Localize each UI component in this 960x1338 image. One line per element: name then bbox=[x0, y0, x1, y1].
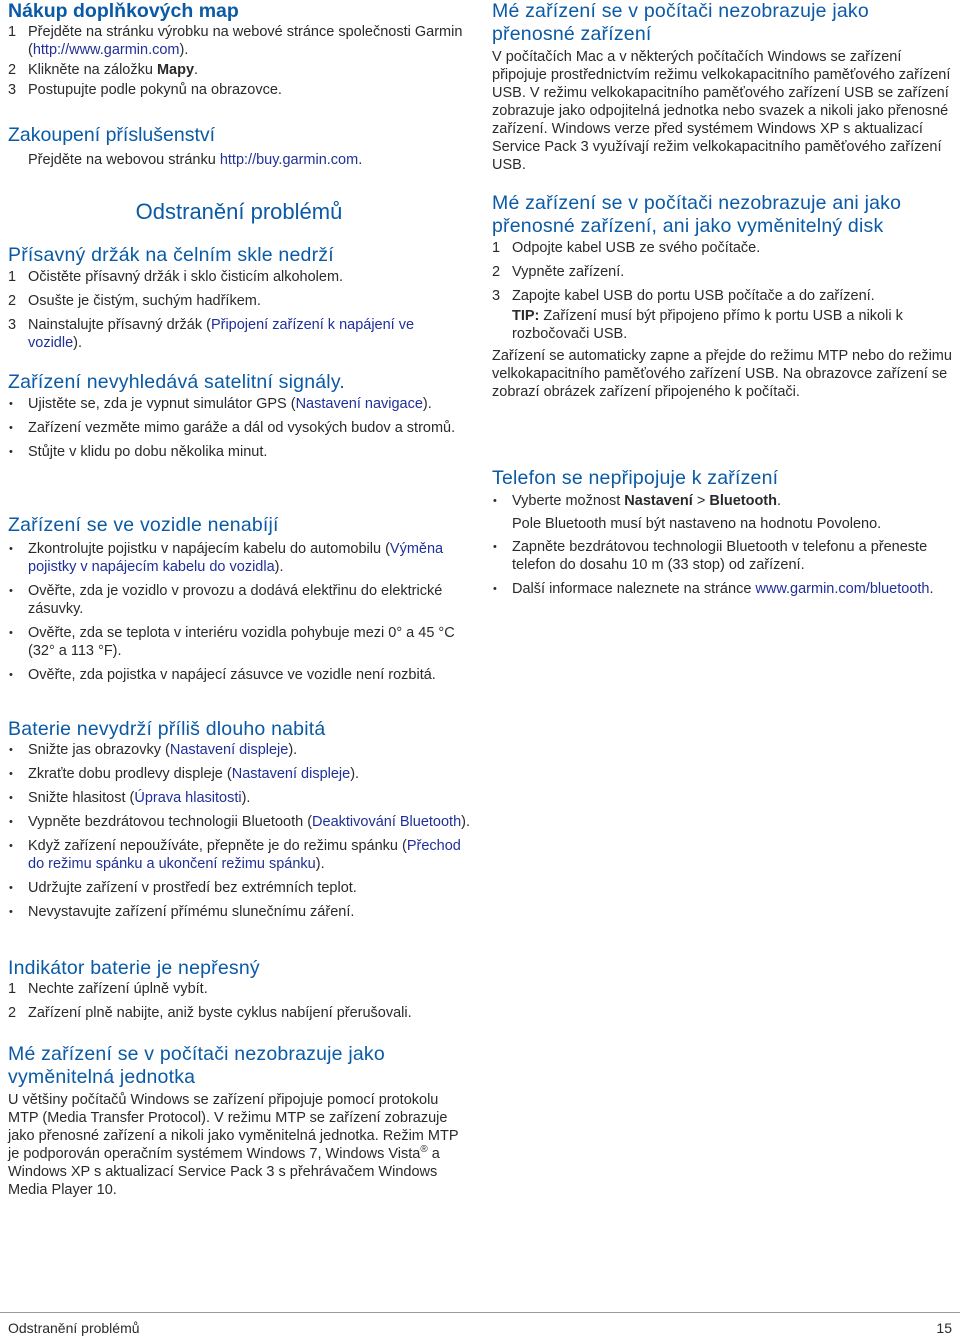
bullet-icon: • bbox=[9, 585, 13, 597]
bullet-icon: • bbox=[9, 768, 13, 780]
removable-drive-text: U většiny počítačů Windows se zařízení připojuje pomocí protokolu MTP (Media Transfer Protocol). V režimu MTP se zařízení zobrazuje jako přenosné zařízení a nikoli jako vyměnitelná jednotka. Režim MTP je podporován operačním systémem Windows 7, Windows Vista® a Windows XP s aktualizací Service Pack 3 s přehrávačem Windows Media Player 10. bbox=[8, 1092, 459, 1198]
bullet-icon: • bbox=[9, 398, 13, 410]
heading-battery: Baterie nevydrží příliš dlouho nabitá bbox=[8, 718, 326, 740]
footer-section-name: Odstranění problémů bbox=[8, 1320, 140, 1336]
accessories-text: Přejděte na webovou stránku http://buy.garmin.com. bbox=[28, 152, 363, 168]
step-item: 3 Postupujte podle pokynů na obrazovce. bbox=[8, 82, 282, 98]
section-charging bbox=[8, 514, 470, 690]
step-item: 1 Odpojte kabel USB ze svého počítače. bbox=[492, 240, 761, 256]
heading-neither: Mé zařízení se v počítači nezobrazuje ani jako přenosné zařízení, ani jako vyměnitelný disk bbox=[492, 192, 902, 237]
list-item: • Vyberte možnost Nastavení > Bluetooth. Pole Bluetooth musí být nastaveno na hodnotu Povoleno. bbox=[492, 492, 952, 533]
bluetooth-label: Bluetooth bbox=[709, 493, 777, 509]
section-neither bbox=[492, 192, 952, 401]
link-mount-power[interactable]: Připojení zařízení k napájení ve vozidle bbox=[28, 317, 415, 351]
list-item: • Udržujte zařízení v prostředí bez extrémních teplot. bbox=[9, 880, 357, 896]
step-item: 1 Očistěte přísavný držák i sklo čisticím alkoholem. bbox=[8, 269, 344, 285]
bullet-icon: • bbox=[9, 840, 13, 852]
footer-divider bbox=[0, 1312, 960, 1313]
tip-note: TIP: Zařízení musí být připojeno přímo k portu USB a nikoli k rozbočovači USB. bbox=[512, 308, 903, 342]
bullet-icon: • bbox=[9, 422, 13, 434]
bullet-icon: • bbox=[493, 495, 497, 507]
list-item: • Zapněte bezdrátovou technologii Bluetooth v telefonu a přeneste telefon do dosahu 10 m (33 stop) od zařízení. bbox=[493, 539, 928, 573]
link-volume[interactable]: Úprava hlasitosti bbox=[134, 790, 242, 806]
section-suction-mount bbox=[8, 244, 470, 358]
heading-buy-maps: Nákup doplňkových map bbox=[8, 0, 239, 22]
bullet-icon: • bbox=[9, 543, 13, 555]
list-item: • Další informace naleznete na stránce www.garmin.com/bluetooth. bbox=[493, 581, 934, 597]
link-navigation-settings[interactable]: Nastavení navigace bbox=[295, 396, 423, 412]
list-item: • Zkontrolujte pojistku v napájecím kabelu do automobilu (Výměna pojistky v napájecím kabelu do vozidla). bbox=[9, 541, 444, 575]
step-item: 3 Nainstalujte přísavný držák (Připojení zařízení k napájení ve vozidle). bbox=[8, 317, 415, 351]
bullet-icon: • bbox=[9, 882, 13, 894]
bullet-icon: • bbox=[493, 541, 497, 553]
list-item: • Zařízení vezměte mimo garáže a dál od vysokých budov a stromů. bbox=[9, 420, 456, 436]
settings-label: Nastavení bbox=[624, 493, 693, 509]
bullet-icon: • bbox=[9, 627, 13, 639]
heading-portable-device: Mé zařízení se v počítači nezobrazuje jako přenosné zařízení bbox=[492, 0, 869, 45]
list-item: • Ověřte, zda je vozidlo v provozu a dodává elektřinu do elektrické zásuvky. bbox=[9, 583, 443, 617]
link-display-settings[interactable]: Nastavení displeje bbox=[169, 742, 289, 758]
section-accessories bbox=[8, 124, 470, 169]
link-disable-bluetooth[interactable]: Deaktivování Bluetooth bbox=[312, 814, 462, 830]
heading-accessories: Zakoupení příslušenství bbox=[8, 124, 216, 146]
bullet-icon: • bbox=[493, 583, 497, 595]
step-item: 1 Nechte zařízení úplně vybít. bbox=[8, 981, 208, 997]
buy-garmin-link[interactable]: http://buy.garmin.com bbox=[219, 152, 359, 168]
heading-battery-gauge: Indikátor baterie je nepřesný bbox=[8, 957, 260, 979]
list-item: • Snižte jas obrazovky (Nastavení displeje). bbox=[9, 742, 298, 758]
list-item: • Nevystavujte zařízení přímému slunečnímu záření. bbox=[9, 904, 355, 920]
link-display-settings[interactable]: Nastavení displeje bbox=[231, 766, 351, 782]
heading-charging: Zařízení se ve vozidle nenabíjí bbox=[8, 514, 279, 536]
step-item: 2 Klikněte na záložku Mapy. bbox=[8, 62, 199, 78]
heading-removable-drive: Mé zařízení se v počítači nezobrazuje jako vyměnitelná jednotka bbox=[8, 1043, 385, 1088]
section-battery bbox=[8, 718, 470, 927]
section-satellites bbox=[8, 371, 470, 467]
garmin-bluetooth-link[interactable]: www.garmin.com/bluetooth bbox=[755, 581, 930, 597]
garmin-link[interactable]: http://www.garmin.com bbox=[32, 42, 180, 58]
bullet-icon: • bbox=[9, 446, 13, 458]
bullet-icon: • bbox=[9, 816, 13, 828]
chapter-title: Odstranění problémů bbox=[135, 199, 343, 224]
page-number: 15 bbox=[936, 1320, 952, 1336]
tip-label: TIP: bbox=[512, 308, 540, 324]
section-removable-drive bbox=[8, 1043, 470, 1199]
heading-satellites: Zařízení nevyhledává satelitní signály. bbox=[8, 371, 345, 393]
step-item: 3 Zapojte kabel USB do portu USB počítače a do zařízení. bbox=[492, 288, 875, 304]
neither-after-text: Zařízení se automaticky zapne a přejde do režimu MTP nebo do režimu velkokapacitního paměťového zařízení USB. Na obrazovce zařízení se zobrazí obrázek zařízení připojeného k počítači. bbox=[492, 348, 952, 400]
step-item: 2 Zařízení plně nabijte, aniž byste cyklus nabíjení přerušovali. bbox=[8, 1005, 412, 1021]
step-item: 1 Přejděte na stránku výrobku na webové stránce společnosti Garmin (http://www.garmin.com). bbox=[8, 24, 463, 58]
registered-mark: ® bbox=[420, 1144, 428, 1156]
heading-phone: Telefon se nepřipojuje k zařízení bbox=[492, 467, 779, 489]
list-item: • Ověřte, zda pojistka v napájecí zásuvce ve vozidle není rozbitá. bbox=[9, 667, 436, 683]
bullet-icon: • bbox=[9, 906, 13, 918]
link-sleep-mode[interactable]: Přechod do režimu spánku a ukončení režimu spánku bbox=[28, 838, 461, 872]
section-phone bbox=[492, 467, 952, 604]
link-replace-fuse[interactable]: Výměna pojistky v napájecím kabelu do vozidla bbox=[28, 541, 444, 575]
list-item: • Ujistěte se, zda je vypnut simulátor GPS (Nastavení navigace). bbox=[9, 396, 432, 412]
list-item: • Stůjte v klidu po dobu několika minut. bbox=[9, 444, 268, 460]
list-item: • Zkraťte dobu prodlevy displeje (Nastavení displeje). bbox=[9, 766, 360, 782]
list-item: • Vypněte bezdrátovou technologii Bluetooth (Deaktivování Bluetooth). bbox=[9, 814, 471, 830]
step-item: 2 Vypněte zařízení. bbox=[492, 264, 625, 280]
list-item: • Když zařízení nepoužíváte, přepněte je do režimu spánku (Přechod do režimu spánku a ukončení režimu spánku). bbox=[9, 838, 461, 872]
list-item: • Ověřte, zda se teplota v interiéru vozidla pohybuje mezi 0° a 45 °C (32° a 113 °F). bbox=[9, 625, 455, 659]
list-item: • Snižte hlasitost (Úprava hlasitosti). bbox=[9, 790, 251, 806]
step-item: 2 Osušte je čistým, suchým hadříkem. bbox=[8, 293, 261, 309]
heading-suction-mount: Přísavný držák na čelním skle nedrží bbox=[8, 244, 334, 266]
bluetooth-note: Pole Bluetooth musí být nastaveno na hodnotu Povoleno. bbox=[512, 516, 882, 532]
section-portable-device bbox=[492, 0, 952, 174]
bullet-icon: • bbox=[9, 744, 13, 756]
section-buy-maps bbox=[8, 0, 470, 105]
bullet-icon: • bbox=[9, 792, 13, 804]
portable-device-text: V počítačích Mac a v některých počítačích Windows se zařízení připojuje prostřednictvím režimu velkokapacitního paměťového zařízení USB. V režimu velkokapacitního paměťového zařízení USB se zařízení zobrazuje jako odpojitelná jednotka nebo svazek a nikoli jako přenosné zařízení. Windows verze před systémem Windows XP s aktualizací Service Pack 3 využívají režim velkokapacitního paměťového zařízení USB. bbox=[492, 49, 951, 173]
bullet-icon: • bbox=[9, 669, 13, 681]
section-battery-gauge bbox=[8, 957, 470, 1028]
maps-tab-label: Mapy bbox=[156, 62, 195, 78]
